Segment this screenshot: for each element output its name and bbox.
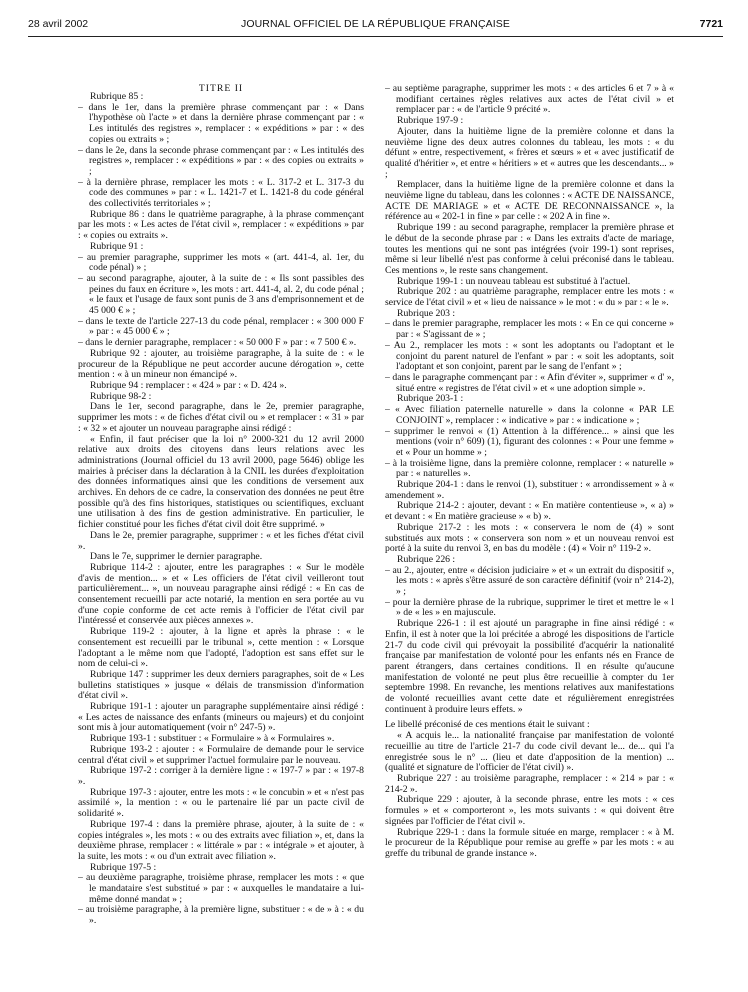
paragraph: – au premier paragraphe, supprimer les mots « (art. 441-4, al. 1er, du code pénal) » ; (78, 251, 364, 274)
header-date: 28 avril 2002 (28, 18, 89, 30)
paragraph: Rubrique 193-2 : ajouter : « Formulaire de demande pour le service central d'état civil » et supprimer l'actuel formulaire par le nouveau. (78, 743, 364, 766)
paragraph: Rubrique 199 : au second paragraphe, remplacer la première phrase et le début de la seconde phrase par : « Dans les extraits d'acte de mariage, toutes les mentions qui ne sont pas intégrées (voir 199-1) sont reprises, même si leur libellé n'est pas conforme à celui préconisé dans le tableau. Ces mentions », le reste sans changement. (385, 222, 674, 276)
paragraph: Rubrique 197-9 : (397, 115, 464, 127)
paragraph: Rubrique 226-1 : il est ajouté un paragraphe in fine ainsi rédigé : « Enfin, il est à noter que la loi précitée a abrogé les dispositions de l'article 21-7 du code civil qui prévoyait la possibilité d'acquérir la nationalité française par manifestation de volonté pour les enfants nés en France de parent étrangers, dans certaines conditions. Il en résulte qu'aucune manifestation de volonté ne peut plus être recueillie à compter du 1er septembre 1998. En revanche, les mentions relatives aux manifestations de volonté recueillies avant cette date et régulièrement enregistrées continuent à produire leurs effets. » (385, 618, 674, 715)
header-page-number: 7721 (699, 18, 723, 30)
paragraph: Rubrique 203 : (397, 307, 456, 319)
paragraph: – à la dernière phrase, remplacer les mots : « L. 317-2 et L. 317-3 du code des communes » par : « L. 1421-7 et L. 1421-8 du code général des collectivités territoriales » ; (78, 176, 364, 210)
paragraph: – à la troisième ligne, dans la première colonne, remplacer : « naturelle » par : « naturelles ». (385, 457, 674, 480)
paragraph: Rubrique 85 : (90, 92, 144, 102)
paragraph: – dans le premier paragraphe, remplacer les mots : « En ce qui concerne » par : « S'agissant de » ; (385, 318, 674, 341)
paragraph: Rubrique 214-2 : ajouter, devant : « En matière contentieuse », « a) » et devant : « En matière gracieuse » « b) ». (385, 500, 674, 523)
paragraph: Rubrique 197-2 : corriger à la dernière ligne : « 197-7 » par : « 197-8 ». (78, 765, 364, 787)
section-title: TITRE II (198, 83, 244, 94)
paragraph: Rubrique 227 : au troisième paragraphe, remplacer : « 214 » par : « 214-2 ». (385, 773, 674, 795)
paragraph: Rubrique 119-2 : ajouter, à la ligne et après la phrase : « le consentement est recueilli par le tribunal », cette mention : « Lorsque l'adoptant a le même nom que l'adopté, l'adoption est sans effet sur le nom de celui-ci ». (78, 626, 364, 670)
paragraph: Rubrique 202 : au quatrième paragraphe, remplacer entre les mots : « service de l'état civil » et « lieu de naissance » le mot : « du » par : « le ». (385, 286, 674, 309)
paragraph: Remplacer, dans la huitième ligne de la première colonne et dans la neuvième ligne du tableau, dans les colonnes : « ACTE DE NAISSANCE, ACTE DE MARIAGE » et « ACTE DE RECONNAISSANCE », la référence au « 202-1 in fine » par celle : « 202 A in fine ». (385, 179, 674, 223)
paragraph: – Au 2., remplacer les mots : « sont les adoptants ou l'adoptant et le conjoint du parent naturel de l'enfant » par : « soit les adoptants, soit l'adoptant et son conjoint, parent par le sang de l'enfant » ; (385, 339, 674, 373)
paragraph: Dans le 1er, second paragraphe, dans le 2e, premier paragraphe, supprimer les mots : « de fiches d'état civil ou » et remplacer : « 31 » par : « 32 » et ajouter un nouveau paragraphe ainsi rédigé : (78, 401, 364, 434)
paragraph: – au deuxième paragraphe, troisième phrase, remplacer les mots : « que le mandataire s'est substitué » par : « auxquelles le mandataire a lui-même donné mandat » ; (78, 872, 364, 905)
right-column (385, 84, 674, 984)
paragraph: – au second paragraphe, ajouter, à la suite de : « Ils sont passibles des peines du faux en écriture », les mots : art. 441-4, al. 2, du code pénal ; « le faux et l'usage de faux sont punis de 3 ans d'emprisonnement et de 45 000 € » ; (78, 272, 364, 317)
paragraph: – supprimer le renvoi « (1) Attention à la différence... » ainsi que les mentions (voir n° 609) (1), figurant des colonnes : « Pour une femme » et « Pour un homme » ; (385, 425, 674, 458)
paragraph: – dans le texte de l'article 227-13 du code pénal, remplacer : « 300 000 F » par : « 45 000 € » ; (78, 315, 364, 338)
paragraph: – au septième paragraphe, supprimer les mots : « des articles 6 et 7 » à « modifiant certaines règles relatives aux actes de l'état civil » et remplacer par : « de l'article 9 précité ». (385, 84, 674, 116)
paragraph: Rubrique 197-5 : (90, 861, 157, 873)
paragraph: Rubrique 204-1 : dans le renvoi (1), substituer : « arrondissement » à « amendement ». (385, 479, 674, 501)
paragraph: Rubrique 229 : ajouter, à la seconde phrase, entre les mots : « ces formules » et « comporteront », les mots suivants : « qui doivent être signées par l'officier de l'état civil ». (385, 794, 674, 827)
paragraph: Rubrique 91 : (90, 240, 144, 252)
paragraph: Rubrique 191-1 : ajouter un paragraphe supplémentaire ainsi rédigé : « Les actes de naissance des enfants (mineurs ou majeurs) et du conjoint sont mis à jour automatiquement (voir n° 247-5) ». (78, 701, 364, 734)
left-column (78, 92, 364, 992)
paragraph: Rubrique 86 : dans le quatrième paragraphe, à la phrase commençant par les mots : « Les actes de l'état civil », remplacer : « expéditions » par : « copies ou extraits ». (78, 208, 364, 242)
paragraph: – au 2., ajouter, entre « décision judiciaire » et « un extrait du dispositif », les mots : « après s'être assuré de son caractère définitif (voir n° 214-2), » ; (385, 564, 674, 598)
header-journal-title: JOURNAL OFFICIEL DE LA RÉPUBLIQUE FRANÇAISE (241, 18, 510, 30)
paragraph: Rubrique 197-3 : ajouter, entre les mots : « le concubin » et « n'est pas assimilé », la mention : « ou le partenaire lié par un pacte civil de solidarité ». (78, 786, 364, 820)
paragraph: – dans le 1er, dans la première phrase commençant par : « Dans l'hypothèse où l'acte » et dans la dernière phrase commençant par : « Les intitulés des registres », remplacer : « expéditions » par : « des copies ou extraits » ; (78, 101, 364, 145)
paragraph: – au troisième paragraphe, à la première ligne, substituer : « de » à : « du ». (78, 904, 364, 927)
paragraph: – dans le 2e, dans la seconde phrase commençant par : « Les intitulés des registres », remplacer : « expéditions » par : « des copies ou extraits » ; (78, 144, 364, 177)
paragraph: – « Avec filiation paternelle naturelle » dans la colonne « PAR LE CONJOINT », remplacer : « indicative » par : « indicatione » ; (385, 404, 674, 426)
paragraph: Rubrique 199-1 : un nouveau tableau est substitué à l'actuel. (397, 275, 631, 287)
paragraph: « A acquis le... la nationalité française par manifestation de volonté recueillie au titre de l'article 21-7 du code civil devant le... de... qui l'a enregistrée sous le n° ... (lieu et date d'apposition de la mention) ... (qualité et signature de l'officier de l'état civil) ». (385, 730, 674, 774)
paragraph: Dans le 7e, supprimer le dernier paragraphe. (90, 551, 263, 563)
paragraph: Rubrique 217-2 : les mots : « conservera le nom de (4) » sont substitués aux mots : « conservera son nom » et un nouveau renvoi est porté à la suite du renvoi 3, en bas du modèle : (4) « Voir n° 119-2 ». (385, 521, 674, 555)
paragraph: Ajouter, dans la huitième ligne de la première colonne et dans la neuvième ligne des deux autres colonnes du tableau, les mots : « du défunt » entre, respectivement, « frères et sœurs » et « avec justificatif de qualité d'héritier », et entre « héritiers » et « autres que les descendants... » ; (385, 125, 674, 180)
paragraph: Rubrique 226 : (397, 553, 456, 565)
paragraph: Dans le 2e, premier paragraphe, supprimer : « et les fiches d'état civil ». (78, 529, 364, 552)
paragraph: Rubrique 203-1 : (397, 393, 464, 405)
paragraph: – dans le dernier paragraphe, remplacer : « 50 000 F » par : « 7 500 € ». (78, 337, 357, 349)
paragraph: Le libellé préconisé de ces mentions était le suivant : (385, 719, 590, 731)
page-header (28, 14, 723, 37)
paragraph: Rubrique 147 : supprimer les deux derniers paragraphes, soit de « Les bulletins statistiques » jusque « délais de transmission d'information d'état civil ». (78, 668, 364, 702)
paragraph: – pour la dernière phrase de la rubrique, supprimer le tiret et mettre le « l » de « les » en majuscule. (385, 596, 674, 619)
paragraph: « Enfin, il faut préciser que la loi n° 2000-321 du 12 avril 2000 relative aux droits des citoyens dans leurs relations avec les administrations (Journal officiel du 13 avril 2000, page 5646) oblige les mairies à préciser dans la déclaration à la CNIL les durées d'exploitation des données informatiques ainsi que les conditions de versement aux archives. En dehors de ce cadre, la conservation des données ne peut être possible qu'à des fins historiques, statistiques ou scientifiques, excluant une utilisation à des fins de gestion administrative. En particulier, le fichier constitué pour les fiches d'état civil doit être supprimé. » (78, 433, 364, 531)
paragraph: Rubrique 92 : ajouter, au troisième paragraphe, à la suite de : « le procureur de la République ne peut accorder aucune dérogation », cette mention : « à un mineur non émancipé ». (78, 347, 364, 381)
paragraph: Rubrique 229-1 : dans la formule située en marge, remplacer : « à M. le procureur de la République pour remise au greffe » par les mots : « au greffe du tribunal de grande instance ». (385, 826, 674, 859)
paragraph: Rubrique 98-2 : (90, 390, 152, 402)
paragraph: Rubrique 94 : remplacer : « 424 » par : « D. 424 ». (90, 379, 287, 391)
paragraph: – dans le paragraphe commençant par : « Afin d'éviter », supprimer « d' », situé entre « registres de l'état civil » et « une adoption simple ». (385, 371, 674, 394)
paragraph: Rubrique 197-4 : dans la première phrase, ajouter, à la suite de : « copies intégrales », les mots : « ou des extraits avec filiation », et, dans la deuxième phrase, remplacer : « littérale » par : « intégrale » et ajouter, à la suite, les mots : « ou d'un extrait avec filiation ». (78, 818, 364, 862)
paragraph: Rubrique 193-1 : substituer : « Formulaire » à « Formulaires ». (90, 733, 335, 745)
paragraph: Rubrique 114-2 : ajouter, entre les paragraphes : « Sur le modèle d'avis de mention... » et « Les officiers de l'état civil veilleront tout particulièrement... », un nouveau paragraphe ainsi rédigé : « En cas de consentement recueilli par acte notarié, la mention en sera portée au vu d'une copie conforme de cet acte remis à l'officier de l'état civil par l'intéressé et conservée aux pièces annexes ». (78, 561, 364, 627)
